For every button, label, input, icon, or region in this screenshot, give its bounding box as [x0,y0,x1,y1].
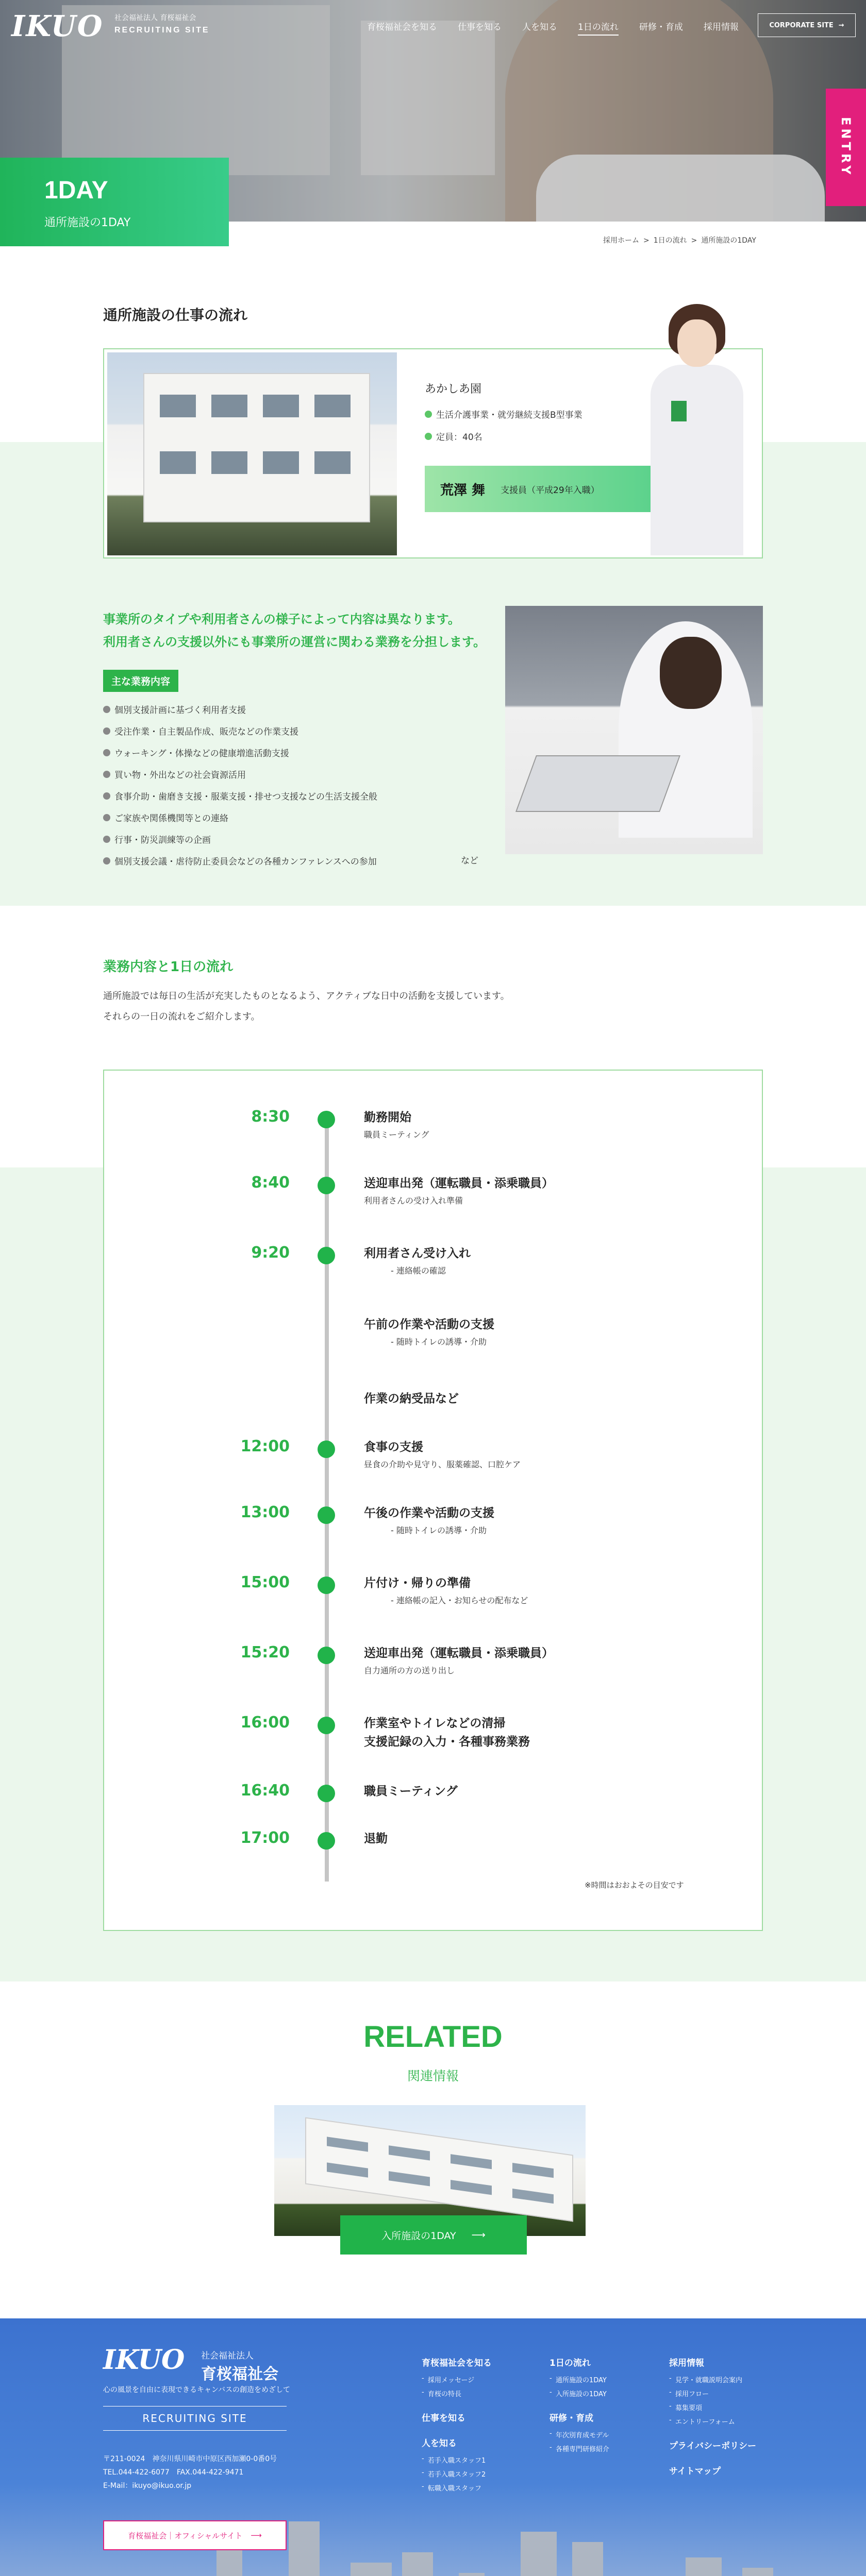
list-item [103,833,377,845]
timeline-time: 16:40 [240,1782,290,1800]
arrow-right-icon: ⟶ [471,2229,486,2241]
bullet-dot-icon [103,792,110,800]
timeline-title: 午後の作業や活動の支援 [364,1506,494,1520]
footer-link-privacy[interactable]: プライバシーポリシー [669,2441,757,2451]
timeline-sub: - 随時トイレの誘導・介助 [391,1526,487,1535]
list-item-text: 食事介助・歯磨き支援・服薬支援・排せつ支援などの生活支援全般 [114,792,377,802]
timeline-title: 退勤 [364,1832,388,1845]
footer-link-about[interactable]: 育桜福祉会を知る [422,2358,492,2368]
footer-link-training[interactable]: 研修・育成 [549,2413,593,2424]
footer-catchphrase: 心の風景を自由に表現できるキャンバスの創造をめざして [103,2386,291,2394]
bullet-dot-icon [103,727,110,735]
footer [0,2318,866,2576]
bullet-dot-icon [425,411,432,418]
bullet-dot-icon [425,433,432,440]
timeline [103,1070,763,1931]
nav-about[interactable]: 育桜福祉会を知る [367,22,437,32]
breadcrumb: 採用ホーム > 1日の流れ > 通所施設の1DAY [603,236,756,245]
facility-item-text: 定員：40名 [436,432,482,443]
footer-link-sitemap[interactable]: サイトマップ [669,2466,721,2477]
nav-people[interactable]: 人を知る [522,22,557,32]
corporate-site-label: CORPORATE SITE [769,21,834,29]
footer-recruiting-site: RECRUITING SITE [103,2406,287,2431]
timeline-title: 送迎車出発（運転職員・添乗職員） [364,1177,554,1190]
timeline-time: 17:00 [240,1829,290,1847]
list-item-text: 個別支援会議・虐待防止委員会などの各種カンファレンスへの参加 [114,857,377,867]
global-nav [367,20,759,36]
footer-sublink[interactable]: - 募集要項 [669,2402,756,2412]
timeline-time: 8:30 [251,1108,290,1126]
arrow-right-icon: → [838,21,844,29]
staff-name: 荒澤 舞 [440,482,486,498]
bullet-dot-icon [103,836,110,843]
related-title-en: RELATED [363,2020,503,2054]
nav-work[interactable]: 仕事を知る [458,22,502,32]
bullet-dot-icon [103,857,110,865]
timeline-note: ※時間はおおよその目安です [585,1880,684,1890]
list-item-text: 行事・防災訓練等の企画 [114,835,211,845]
timeline-sub: 昼食の介助や見守り、服薬確認、口腔ケア [364,1460,521,1469]
footer-sublink[interactable]: - 育桜の特長 [422,2388,492,2398]
bullet-dot-icon [103,749,110,756]
arrow-right-icon: ⟶ [251,2531,262,2540]
timeline-title: 作業の納受品など [364,1392,459,1405]
footer-sublink[interactable]: - 入所施設の1DAY [549,2388,609,2398]
footer-logo[interactable]: IKUO [103,2344,185,2376]
site-logo-text[interactable] [114,12,210,35]
breadcrumb-current: 通所施設の1DAY [701,236,756,245]
page-title: 1DAY [44,177,108,204]
official-site-label: 育桜福祉会｜オフィシャルサイト [128,2531,243,2540]
timeline-dot-icon [318,1247,335,1264]
staff-photo [635,308,759,555]
bullet-dot-icon [103,771,110,778]
tasks-lead-line-2: 利用者さんの支援以外にも事業所の運営に関わる業務を分担します。 [103,635,486,649]
list-item-text: 個別支援計画に基づく利用者支援 [114,705,246,716]
facility-card [103,348,763,558]
timeline-dot-icon [318,1647,335,1664]
timeline-line [325,1120,329,1882]
footer-sublink[interactable]: - エントリーフォーム [669,2416,756,2426]
footer-nav-col-3 [669,2355,756,2483]
logo-org-name: 社会福祉法人 育桜福祉会 [114,14,196,22]
timeline-title: 午前の作業や活動の支援 [364,1318,494,1331]
section-title-work-flow: 通所施設の仕事の流れ [103,307,248,324]
page-subtitle: 通所施設の1DAY [44,216,131,229]
list-item-text: ご家族や関係機関等との連絡 [114,814,228,824]
bullet-dot-icon [103,814,110,821]
footer-phone: TEL.044-422-6077 FAX.044-422-9471 [103,2468,244,2477]
facility-building [143,373,370,522]
staff-role: 支援員（平成29年入職） [501,485,599,496]
list-item [103,746,377,759]
timeline-sub: - 連絡帳の確認 [391,1266,446,1276]
footer-sublink[interactable]: - 通所施設の1DAY [549,2375,609,2384]
footer-sublink[interactable]: - 採用メッセージ [422,2375,492,2384]
facility-item-text: 生活介護事業・就労継続支援B型事業 [436,410,582,420]
footer-sublink[interactable]: - 各種専門研修紹介 [549,2444,609,2453]
breadcrumb-home[interactable]: 採用ホーム [603,236,639,245]
list-item [103,724,377,737]
footer-org-type: 社会福祉法人 [201,2351,254,2361]
nav-one-day[interactable]: 1日の流れ [578,20,619,36]
facility-item [425,408,582,420]
entry-button[interactable]: ENTRY [826,89,866,206]
flow-description [103,986,510,1027]
footer-link-work[interactable]: 仕事を知る [422,2413,465,2424]
footer-nav-col-1 [422,2355,492,2497]
footer-address-line: 〒211-0024 神奈川県川崎市中原区西加瀬0-0番0号 [103,2455,277,2463]
timeline-dot-icon [318,1506,335,1524]
corporate-site-button[interactable] [758,13,856,37]
timeline-time: 16:00 [240,1714,290,1732]
footer-sublink[interactable]: - 転職入職スタッフ [422,2483,492,2493]
list-item-text: 買い物・外出などの社会資源活用 [114,770,246,781]
main-tasks-tag: 主な業務内容 [103,670,178,692]
flow-description-line-2: それらの一日の流れをご紹介します。 [103,1011,260,1022]
footer-sublink[interactable]: - 若手入職スタッフ1 [422,2455,492,2465]
footer-sublink[interactable]: - 年次別育成モデル [549,2430,609,2439]
staff-name-bar [425,466,652,512]
official-site-button[interactable] [103,2520,287,2550]
facility-info [425,380,582,452]
timeline-time: 9:20 [251,1244,290,1262]
timeline-sub: 自力通所の方の送り出し [364,1666,455,1675]
footer-sublink[interactable]: - 採用フロー [669,2388,756,2398]
site-logo[interactable]: IKUO [11,9,104,43]
timeline-title: 送迎車出発（運転職員・添乗職員） [364,1647,554,1660]
timeline-time: 15:20 [240,1643,290,1662]
footer-sublink[interactable]: - 若手入職スタッフ2 [422,2469,492,2479]
timeline-title: 勤務開始 [364,1111,411,1124]
task-list [103,703,377,876]
timeline-dot-icon [318,1440,335,1458]
list-item [103,768,377,781]
nav-recruit[interactable]: 採用情報 [703,22,739,32]
footer-link-people[interactable]: 人を知る [422,2438,457,2449]
flow-section-title: 業務内容と1日の流れ [103,959,234,975]
timeline-title-line-2: 支援記録の入力・各種事務業務 [364,1735,530,1749]
related-title-ja: 関連情報 [407,2069,459,2083]
flow-description-line-1: 通所施設では毎日の生活が充実したものとなるよう、アクティブな日中の活動を支援しています。 [103,991,510,1002]
footer-link-recruit[interactable]: 採用情報 [669,2358,704,2368]
timeline-title: 片付け・帰りの準備 [364,1577,471,1590]
timeline-sub: - 随時トイレの誘導・介助 [391,1337,487,1347]
timeline-dot-icon [318,1577,335,1594]
timeline-title: 食事の支援 [364,1440,423,1454]
tasks-lead [103,608,486,653]
timeline-time: 13:00 [240,1503,290,1521]
footer-org-name: 育桜福祉会 [201,2365,278,2383]
timeline-title: 作業室やトイレなどの清掃 [364,1717,506,1730]
tasks-lead-line-1: 事業所のタイプや利用者さんの様子によって内容は異なります。 [103,612,460,626]
list-item-text: 受注作業・自主製品作成、販売などの作業支援 [114,727,298,737]
facility-item [425,430,582,443]
footer-nav-col-2 [549,2355,609,2458]
breadcrumb-one-day[interactable]: 1日の流れ [653,236,687,245]
bullet-dot-icon [103,706,110,713]
timeline-time: 8:40 [251,1174,290,1192]
list-item [103,854,377,867]
facility-name: あかしあ園 [425,383,482,396]
timeline-dot-icon [318,1832,335,1850]
footer-sublink[interactable]: - 見学・就職説明会案内 [669,2375,756,2384]
timeline-dot-icon [318,1785,335,1802]
list-item [103,703,377,716]
page-title-box [0,158,229,246]
timeline-sub: 職員ミーティング [364,1130,429,1140]
staff-working-photo [505,606,763,854]
logo-recruiting-site: RECRUITING SITE [114,26,210,35]
timeline-dot-icon [318,1111,335,1128]
timeline-title: 職員ミーティング [364,1785,458,1798]
related-link-button[interactable] [340,2215,527,2255]
list-item [103,811,377,824]
nav-training[interactable]: 研修・育成 [639,22,683,32]
facility-photo [107,352,397,555]
timeline-sub: 利用者さんの受け入れ準備 [364,1196,463,1206]
tasks-etc: など [461,856,478,866]
timeline-dot-icon [318,1177,335,1194]
timeline-time: 15:00 [240,1573,290,1591]
footer-org [201,2348,278,2384]
related-link-label: 入所施設の1DAY [381,2230,456,2242]
timeline-title: 利用者さん受け入れ [364,1247,471,1260]
list-item [103,789,377,802]
footer-email[interactable]: E-Mail：ikuyo@ikuo.or.jp [103,2482,192,2490]
footer-link-one-day[interactable]: 1日の流れ [549,2358,591,2368]
timeline-time: 12:00 [240,1437,290,1455]
timeline-sub: - 連絡帳の記入・お知らせの配布など [391,1596,528,1605]
timeline-dot-icon [318,1717,335,1734]
footer-address [103,2452,277,2493]
list-item-text: ウォーキング・体操などの健康増進活動支援 [114,749,289,759]
